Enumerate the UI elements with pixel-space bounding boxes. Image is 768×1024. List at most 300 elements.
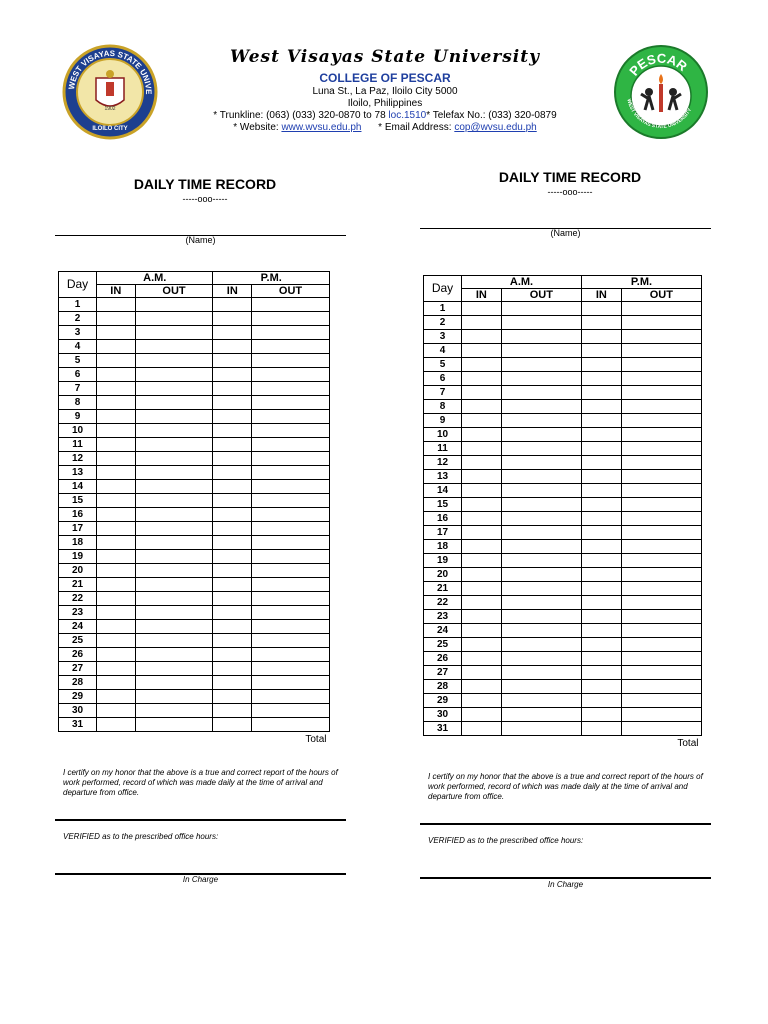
am-out-cell[interactable] <box>501 358 581 372</box>
am-out-cell[interactable] <box>501 428 581 442</box>
pm-in-cell[interactable] <box>213 424 252 438</box>
day-number: 7 <box>59 382 97 396</box>
pm-out-cell[interactable] <box>252 340 330 354</box>
pm-out-cell[interactable] <box>252 718 330 732</box>
pm-in-cell[interactable] <box>213 494 252 508</box>
pm-in-cell[interactable] <box>581 400 621 414</box>
am-in-cell[interactable] <box>462 624 502 638</box>
pm-out-cell[interactable] <box>621 638 701 652</box>
am-in-cell[interactable] <box>462 540 502 554</box>
pm-out-cell[interactable] <box>252 452 330 466</box>
pm-out-cell[interactable] <box>252 354 330 368</box>
telefax-text: * Telefax No.: (033) 320-0879 <box>426 110 557 121</box>
am-in-cell[interactable] <box>462 596 502 610</box>
pm-in-cell[interactable] <box>213 508 252 522</box>
am-out-cell[interactable] <box>135 452 213 466</box>
am-in-cell[interactable] <box>462 358 502 372</box>
am-in-cell[interactable] <box>462 400 502 414</box>
pm-in-cell[interactable] <box>581 442 621 456</box>
table-row <box>424 568 702 582</box>
table-row <box>59 424 330 438</box>
web-email-line <box>160 122 610 134</box>
signature-line[interactable] <box>55 819 346 821</box>
pm-out-cell[interactable] <box>252 634 330 648</box>
pm-in-cell[interactable] <box>213 522 252 536</box>
pm-out-cell[interactable] <box>252 690 330 704</box>
pm-out-cell[interactable] <box>621 330 701 344</box>
am-out-cell[interactable] <box>501 610 581 624</box>
am-out-cell[interactable] <box>135 662 213 676</box>
am-out-cell[interactable] <box>135 298 213 312</box>
pm-out-cell[interactable] <box>252 494 330 508</box>
am-out-cell[interactable] <box>501 344 581 358</box>
am-out-cell[interactable] <box>501 442 581 456</box>
am-out-cell[interactable] <box>135 312 213 326</box>
am-out-cell[interactable] <box>135 382 213 396</box>
pm-in-cell[interactable] <box>581 456 621 470</box>
am-out-cell[interactable] <box>135 326 213 340</box>
pm-out-cell[interactable] <box>252 662 330 676</box>
website-link[interactable]: www.wvsu.edu.ph <box>281 122 362 133</box>
am-in-cell[interactable] <box>462 428 502 442</box>
pm-out-cell[interactable] <box>621 554 701 568</box>
pm-in-cell[interactable] <box>581 638 621 652</box>
pm-in-cell[interactable] <box>581 596 621 610</box>
pm-out-cell[interactable] <box>252 438 330 452</box>
am-in-cell[interactable] <box>97 368 136 382</box>
pm-in-cell[interactable] <box>213 718 252 732</box>
pm-in-cell[interactable] <box>213 592 252 606</box>
am-in-cell[interactable] <box>462 554 502 568</box>
table-row <box>59 312 330 326</box>
form-divider: -----ooo----- <box>547 187 593 197</box>
pm-out-header: OUT <box>252 285 330 298</box>
am-in-cell[interactable] <box>97 410 136 424</box>
pm-in-cell[interactable] <box>581 512 621 526</box>
table-row <box>59 676 330 690</box>
pm-in-cell[interactable] <box>213 452 252 466</box>
pm-out-cell[interactable] <box>252 676 330 690</box>
am-out-cell[interactable] <box>135 494 213 508</box>
am-in-cell[interactable] <box>462 316 502 330</box>
am-in-cell[interactable] <box>97 704 136 718</box>
table-row <box>424 316 702 330</box>
am-out-cell[interactable] <box>135 438 213 452</box>
pm-out-cell[interactable] <box>621 512 701 526</box>
am-in-cell[interactable] <box>97 508 136 522</box>
pm-in-cell[interactable] <box>581 484 621 498</box>
pm-in-cell[interactable] <box>581 708 621 722</box>
am-in-cell[interactable] <box>462 414 502 428</box>
am-out-cell[interactable] <box>135 396 213 410</box>
day-number: 31 <box>59 718 97 732</box>
pm-out-cell[interactable] <box>621 302 701 316</box>
day-number: 27 <box>424 666 462 680</box>
pm-out-cell[interactable] <box>252 508 330 522</box>
am-out-cell[interactable] <box>135 340 213 354</box>
pm-in-cell[interactable] <box>213 536 252 550</box>
pm-out-cell[interactable] <box>621 344 701 358</box>
pm-in-cell[interactable] <box>213 480 252 494</box>
pm-out-cell[interactable] <box>252 368 330 382</box>
pm-in-cell[interactable] <box>213 564 252 578</box>
am-out-cell[interactable] <box>501 302 581 316</box>
am-in-cell[interactable] <box>462 638 502 652</box>
am-in-cell[interactable] <box>462 652 502 666</box>
am-out-cell[interactable] <box>135 592 213 606</box>
svg-text:PESCAR: PESCAR <box>626 50 691 79</box>
am-out-cell[interactable] <box>135 354 213 368</box>
svg-text:WEST VISAYAS STATE UNIVERSITY: WEST VISAYAS STATE UNIVERSITY <box>625 98 694 131</box>
am-in-cell[interactable] <box>97 662 136 676</box>
pm-in-cell[interactable] <box>213 368 252 382</box>
pm-out-cell[interactable] <box>621 484 701 498</box>
am-in-cell[interactable] <box>462 386 502 400</box>
day-number: 31 <box>424 722 462 736</box>
pm-out-cell[interactable] <box>252 620 330 634</box>
am-out-cell[interactable] <box>501 470 581 484</box>
am-in-cell[interactable] <box>97 340 136 354</box>
pm-out-cell[interactable] <box>252 410 330 424</box>
pm-in-cell[interactable] <box>581 540 621 554</box>
am-in-cell[interactable] <box>462 680 502 694</box>
university-name: West Visayas State University <box>230 47 540 67</box>
am-out-cell[interactable] <box>135 536 213 550</box>
day-number: 10 <box>59 424 97 438</box>
signature-line[interactable] <box>420 823 711 825</box>
am-in-cell[interactable] <box>97 326 136 340</box>
am-out-cell[interactable] <box>501 512 581 526</box>
pm-out-cell[interactable] <box>621 442 701 456</box>
pm-out-cell[interactable] <box>621 456 701 470</box>
pm-out-cell[interactable] <box>621 470 701 484</box>
pm-in-cell[interactable] <box>581 568 621 582</box>
email-label: * Email Address: <box>378 122 455 133</box>
am-out-cell[interactable] <box>501 624 581 638</box>
am-in-cell[interactable] <box>462 694 502 708</box>
table-row <box>59 522 330 536</box>
pm-out-cell[interactable] <box>252 424 330 438</box>
time-record-table <box>58 271 330 747</box>
table-row <box>424 610 702 624</box>
am-out-cell[interactable] <box>501 540 581 554</box>
pm-in-cell[interactable] <box>213 634 252 648</box>
am-in-cell[interactable] <box>97 354 136 368</box>
am-in-cell[interactable] <box>462 344 502 358</box>
am-out-cell[interactable] <box>135 718 213 732</box>
pm-in-cell[interactable] <box>581 414 621 428</box>
am-in-cell[interactable] <box>97 466 136 480</box>
pm-out-cell[interactable] <box>621 316 701 330</box>
pm-in-cell[interactable] <box>581 722 621 736</box>
am-in-cell[interactable] <box>462 498 502 512</box>
am-in-cell[interactable] <box>462 442 502 456</box>
pm-out-cell[interactable] <box>252 298 330 312</box>
am-in-cell[interactable] <box>462 456 502 470</box>
pm-header: P.M. <box>581 276 701 289</box>
pm-in-cell[interactable] <box>581 526 621 540</box>
pm-out-cell[interactable] <box>621 568 701 582</box>
table-row <box>59 648 330 662</box>
pm-out-cell[interactable] <box>621 708 701 722</box>
pm-in-cell[interactable] <box>581 386 621 400</box>
am-out-cell[interactable] <box>135 368 213 382</box>
am-in-cell[interactable] <box>97 676 136 690</box>
table-row <box>424 652 702 666</box>
pm-out-cell[interactable] <box>252 480 330 494</box>
day-number: 11 <box>59 438 97 452</box>
pm-in-cell[interactable] <box>581 582 621 596</box>
am-in-cell[interactable] <box>462 722 502 736</box>
am-out-cell[interactable] <box>501 484 581 498</box>
day-number: 7 <box>424 386 462 400</box>
pm-out-cell[interactable] <box>621 666 701 680</box>
am-in-cell[interactable] <box>462 582 502 596</box>
am-out-cell[interactable] <box>135 606 213 620</box>
pm-in-cell[interactable] <box>581 652 621 666</box>
am-out-cell[interactable] <box>135 480 213 494</box>
am-out-cell[interactable] <box>501 680 581 694</box>
am-out-cell[interactable] <box>501 330 581 344</box>
am-in-cell[interactable] <box>462 372 502 386</box>
pm-out-cell[interactable] <box>252 606 330 620</box>
pm-in-cell[interactable] <box>581 358 621 372</box>
pm-in-cell[interactable] <box>581 372 621 386</box>
am-in-cell[interactable] <box>97 690 136 704</box>
pm-out-cell[interactable] <box>252 592 330 606</box>
pm-in-cell[interactable] <box>213 410 252 424</box>
am-in-cell[interactable] <box>97 424 136 438</box>
pm-in-cell[interactable] <box>213 326 252 340</box>
am-in-cell[interactable] <box>97 606 136 620</box>
am-in-cell[interactable] <box>97 564 136 578</box>
in-charge-line[interactable] <box>420 877 711 879</box>
certify-statement: I certify on my honor that the above is a true and correct report of the hours of work performed, record of which was made daily at the time of arrival and departure from office. <box>63 768 338 797</box>
am-in-cell[interactable] <box>462 470 502 484</box>
day-number: 1 <box>424 302 462 316</box>
am-out-cell[interactable] <box>501 666 581 680</box>
pm-out-cell[interactable] <box>621 722 701 736</box>
am-out-cell[interactable] <box>501 568 581 582</box>
pm-in-cell[interactable] <box>213 438 252 452</box>
am-in-cell[interactable] <box>97 620 136 634</box>
am-out-cell[interactable] <box>501 526 581 540</box>
day-number: 12 <box>59 452 97 466</box>
am-out-cell[interactable] <box>501 316 581 330</box>
pm-in-cell[interactable] <box>213 298 252 312</box>
am-out-cell[interactable] <box>501 372 581 386</box>
am-out-cell[interactable] <box>135 620 213 634</box>
pm-out-cell[interactable] <box>621 624 701 638</box>
am-in-cell[interactable] <box>97 480 136 494</box>
am-out-cell[interactable] <box>135 550 213 564</box>
pm-in-cell[interactable] <box>581 428 621 442</box>
am-out-cell[interactable] <box>135 676 213 690</box>
pm-out-cell[interactable] <box>621 596 701 610</box>
trunkline-loc: loc.1510 <box>388 110 427 121</box>
pm-in-cell[interactable] <box>213 396 252 410</box>
pm-in-cell[interactable] <box>581 554 621 568</box>
am-in-cell[interactable] <box>97 396 136 410</box>
pm-out-cell[interactable] <box>621 582 701 596</box>
am-in-cell[interactable] <box>462 302 502 316</box>
pm-out-cell[interactable] <box>621 694 701 708</box>
pm-out-cell[interactable] <box>621 610 701 624</box>
am-out-cell[interactable] <box>501 400 581 414</box>
pm-out-cell[interactable] <box>252 578 330 592</box>
am-out-cell[interactable] <box>501 386 581 400</box>
pm-in-cell[interactable] <box>213 382 252 396</box>
pm-in-cell[interactable] <box>213 690 252 704</box>
am-out-cell[interactable] <box>135 508 213 522</box>
am-out-cell[interactable] <box>135 704 213 718</box>
college-name: COLLEGE OF PESCAR <box>319 71 451 85</box>
am-out-cell[interactable] <box>135 564 213 578</box>
am-in-cell[interactable] <box>462 568 502 582</box>
pm-out-cell[interactable] <box>621 526 701 540</box>
pm-out-cell[interactable] <box>621 414 701 428</box>
day-number: 30 <box>424 708 462 722</box>
pm-out-cell[interactable] <box>621 540 701 554</box>
total-label: Total <box>677 738 699 749</box>
am-out-cell[interactable] <box>501 456 581 470</box>
pm-in-cell[interactable] <box>581 302 621 316</box>
am-in-cell[interactable] <box>97 382 136 396</box>
pm-in-cell[interactable] <box>213 704 252 718</box>
am-out-cell[interactable] <box>501 596 581 610</box>
am-in-cell[interactable] <box>97 648 136 662</box>
day-number: 4 <box>424 344 462 358</box>
am-in-cell[interactable] <box>462 708 502 722</box>
am-out-cell[interactable] <box>135 410 213 424</box>
am-out-cell[interactable] <box>501 582 581 596</box>
pm-out-cell[interactable] <box>252 522 330 536</box>
pm-in-cell[interactable] <box>213 620 252 634</box>
pm-in-cell[interactable] <box>581 316 621 330</box>
pm-out-cell[interactable] <box>252 396 330 410</box>
day-number: 9 <box>59 410 97 424</box>
am-out-cell[interactable] <box>501 708 581 722</box>
dtr-form-left <box>55 172 355 892</box>
pm-out-cell[interactable] <box>252 382 330 396</box>
am-out-cell[interactable] <box>135 466 213 480</box>
table-row <box>424 582 702 596</box>
pm-out-cell[interactable] <box>252 312 330 326</box>
am-out-cell[interactable] <box>135 690 213 704</box>
pm-out-cell[interactable] <box>621 498 701 512</box>
am-header: A.M. <box>97 272 213 285</box>
am-in-cell[interactable] <box>462 330 502 344</box>
pm-out-cell[interactable] <box>621 400 701 414</box>
am-in-cell[interactable] <box>462 484 502 498</box>
pm-out-cell[interactable] <box>252 648 330 662</box>
pm-in-cell[interactable] <box>213 466 252 480</box>
am-out-cell[interactable] <box>135 578 213 592</box>
day-number: 18 <box>424 540 462 554</box>
am-out-cell[interactable] <box>135 634 213 648</box>
am-out-cell[interactable] <box>501 554 581 568</box>
pm-in-cell[interactable] <box>581 610 621 624</box>
am-in-cell[interactable] <box>97 494 136 508</box>
pm-out-cell[interactable] <box>252 704 330 718</box>
table-row <box>424 484 702 498</box>
pm-in-cell[interactable] <box>581 330 621 344</box>
am-in-cell[interactable] <box>97 578 136 592</box>
am-out-cell[interactable] <box>501 722 581 736</box>
pm-in-cell[interactable] <box>213 312 252 326</box>
am-in-cell[interactable] <box>462 666 502 680</box>
pm-out-cell[interactable] <box>252 550 330 564</box>
am-out-cell[interactable] <box>135 424 213 438</box>
table-row <box>59 396 330 410</box>
am-out-cell[interactable] <box>501 638 581 652</box>
pm-in-cell[interactable] <box>581 666 621 680</box>
pm-out-cell[interactable] <box>252 466 330 480</box>
table-row <box>424 400 702 414</box>
email-link[interactable]: cop@wvsu.edu.ph <box>454 122 537 133</box>
pm-out-cell[interactable] <box>252 564 330 578</box>
pm-in-cell[interactable] <box>581 624 621 638</box>
table-row <box>424 414 702 428</box>
am-in-cell[interactable] <box>97 550 136 564</box>
am-in-cell[interactable] <box>97 718 136 732</box>
am-in-cell[interactable] <box>97 536 136 550</box>
am-in-cell[interactable] <box>462 610 502 624</box>
am-out-cell[interactable] <box>501 694 581 708</box>
pm-in-cell[interactable] <box>581 680 621 694</box>
pm-in-cell[interactable] <box>213 550 252 564</box>
day-number: 2 <box>59 312 97 326</box>
pm-in-cell[interactable] <box>213 662 252 676</box>
am-out-cell[interactable] <box>135 648 213 662</box>
am-out-cell[interactable] <box>135 522 213 536</box>
am-in-cell[interactable] <box>97 522 136 536</box>
pm-in-cell[interactable] <box>581 694 621 708</box>
pm-out-cell[interactable] <box>621 358 701 372</box>
am-in-cell[interactable] <box>97 312 136 326</box>
am-out-cell[interactable] <box>501 498 581 512</box>
pm-in-cell[interactable] <box>213 354 252 368</box>
pm-out-cell[interactable] <box>621 372 701 386</box>
pm-in-cell[interactable] <box>213 676 252 690</box>
pm-in-cell[interactable] <box>213 606 252 620</box>
am-in-cell[interactable] <box>97 298 136 312</box>
pm-out-cell[interactable] <box>252 536 330 550</box>
am-out-cell[interactable] <box>501 652 581 666</box>
am-out-cell[interactable] <box>501 414 581 428</box>
pm-out-cell[interactable] <box>621 428 701 442</box>
pm-in-cell[interactable] <box>213 648 252 662</box>
pm-out-cell[interactable] <box>252 326 330 340</box>
table-row <box>424 386 702 400</box>
am-in-cell[interactable] <box>462 526 502 540</box>
am-in-cell[interactable] <box>97 438 136 452</box>
am-in-cell[interactable] <box>97 452 136 466</box>
table-row <box>59 564 330 578</box>
pm-in-cell[interactable] <box>581 344 621 358</box>
pm-out-cell[interactable] <box>621 652 701 666</box>
pm-out-cell[interactable] <box>621 386 701 400</box>
am-in-cell[interactable] <box>462 512 502 526</box>
am-in-cell[interactable] <box>97 634 136 648</box>
pm-in-cell[interactable] <box>213 340 252 354</box>
am-in-cell[interactable] <box>97 592 136 606</box>
pescar-seal-logo <box>613 44 709 140</box>
pm-out-cell[interactable] <box>621 680 701 694</box>
pm-in-cell[interactable] <box>581 470 621 484</box>
pm-in-cell[interactable] <box>581 498 621 512</box>
pm-in-cell[interactable] <box>213 578 252 592</box>
